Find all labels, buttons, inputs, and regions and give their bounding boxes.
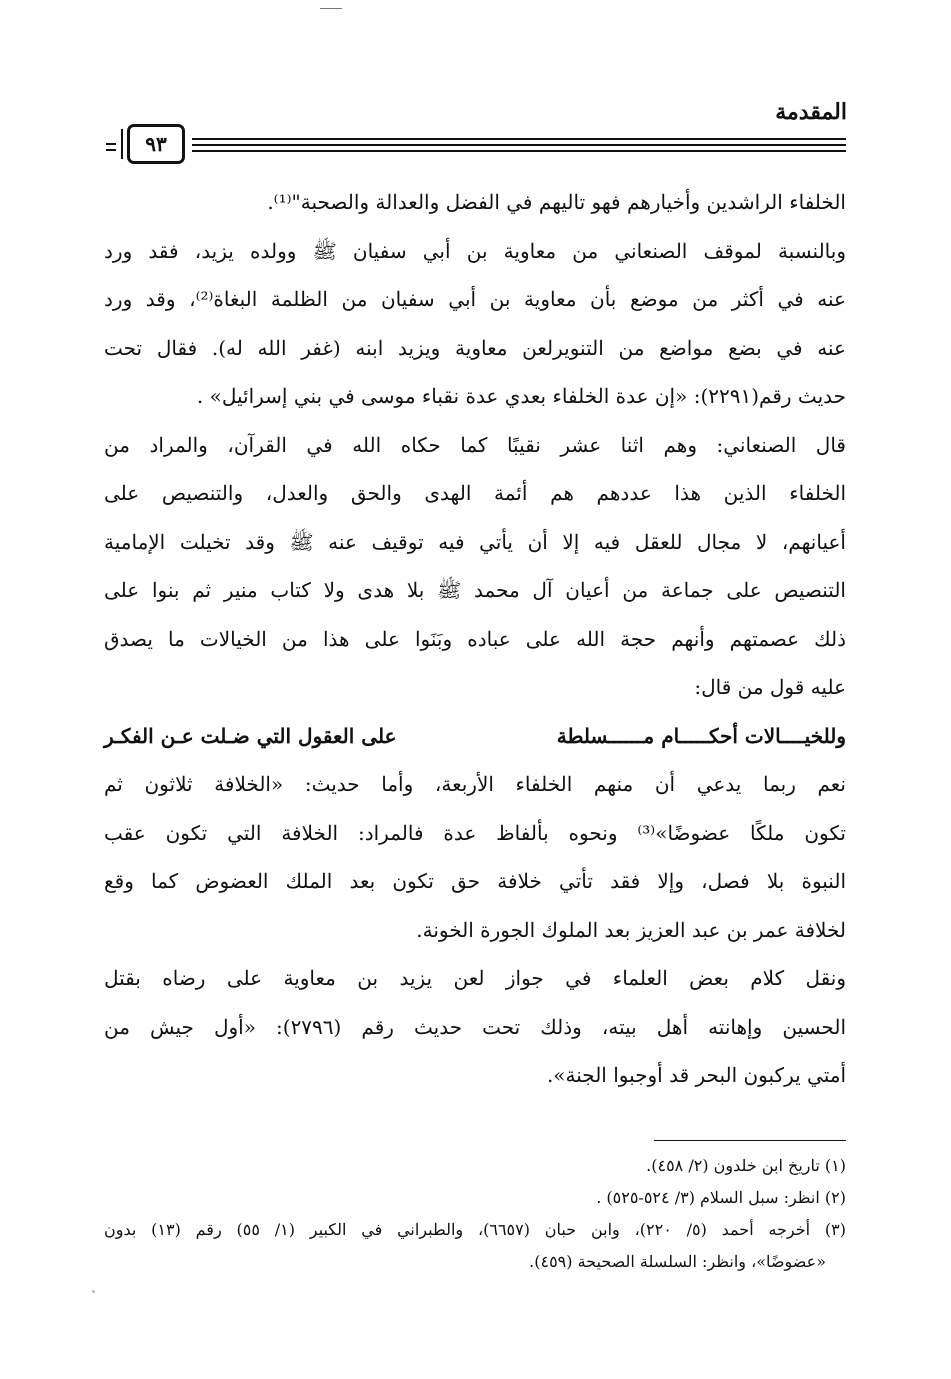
page-top-mark (320, 8, 342, 9)
main-text (104, 178, 846, 1100)
text-line: قال الصنعاني: وهم اثنا عشر نقيبًا كما حكاه الله في القرآن، والمراد من (104, 432, 846, 457)
page-number: ٩٣ (127, 124, 185, 164)
header-rule (192, 138, 846, 140)
header-rule-tick (106, 143, 116, 145)
page-speck (92, 1290, 95, 1293)
header-rule-tick (106, 149, 116, 151)
text-line: حديث رقم(٢٢٩١): «إن عدة الخلفاء بعدي عدة نقباء موسى في بني إسرائيل» . (196, 384, 846, 408)
text-line: الحسين وإهانته أهل بيته، وذلك تحت حديث رقم (٢٧٩٦): «أول جيش من (104, 1014, 846, 1039)
running-header-title: المقدمة (775, 99, 847, 125)
poem-first-hemistich: وللخيــــالات أحكـــــام مــــــسلطة (556, 723, 846, 748)
footnotes (104, 1150, 846, 1278)
text-line: النبوة بلا فصل، وإلا فقد تأتي خلافة حق تكون بعد الملك العضوض كما وقع (104, 869, 846, 893)
header-rule (192, 144, 846, 146)
text-line: نعم ربما يدعي أن منهم الخلفاء الأربعة، وأما حديث: «الخلافة ثلاثون ثم (104, 772, 847, 796)
text-line: الخلفاء الراشدين وأخيارهم فهو تاليهم في الفضل والعدالة والصحبة"⁽¹⁾. (267, 190, 846, 214)
text-line: أعيانهم، لا مجال للعقل فيه إلا أن يأتي فيه توقيف عنه ﷺ وقد تخيلت الإمامية (104, 529, 846, 554)
poem-verse (104, 712, 846, 761)
text-line: ونقل كلام بعض العلماء في جواز لعن يزيد بن معاوية على رضاه بقتل (104, 966, 846, 990)
text-line: تكون ملكًا عضوضًا»⁽³⁾ ونحوه بألفاظ عدة فالمراد: الخلافة التي تكون عقب (104, 820, 846, 845)
footnote: (١) تاريخ ابن خلدون (٢/ ٤٥٨). (646, 1156, 846, 1175)
footnote-continuation: «عضوضًا»، وانظر: السلسلة الصحيحة (٤٥٩). (529, 1252, 826, 1271)
text-line: عليه قول من قال: (694, 675, 846, 699)
text-line: الخلفاء الذين هذا عددهم هم أئمة الهدى والحق والعدل، والتنصيص على (104, 481, 847, 505)
text-line: التنصيص على جماعة من أعيان آل محمد ﷺ بلا هدى ولا كتاب منير ثم بنوا على (104, 578, 846, 602)
text-line: لخلافة عمر بن عبد العزيز بعد الملوك الجورة الخونة. (416, 917, 846, 942)
poem-second-hemistich: على العقول التي ضـلت عـن الفكـر (104, 723, 397, 748)
footnote-separator (654, 1140, 846, 1141)
text-line: عنه في بضع مواضع من التنويرلعن معاوية ويزيد ابنه (غفر الله له). فقال تحت (104, 335, 846, 360)
header-rule (192, 150, 846, 152)
text-line: ذلك عصمتهم وأنهم حجة الله على عباده وبَنَوا على هذا من الخيالات ما يصدق (104, 626, 846, 651)
text-line: وبالنسبة لموقف الصنعاني من معاوية بن أبي سفيان ﷺ وولده يزيد، فقد ورد (104, 238, 846, 263)
footnote: (٢) انظر: سبل السلام (٣/ ٥٢٤-٥٢٥) . (596, 1188, 846, 1207)
text-line: أمتي يركبون البحر قد أوجبوا الجنة». (546, 1063, 846, 1087)
footnote: (٣) أخرجه أحمد (٥/ ٢٢٠)، وابن حبان (٦٦٥٧)، والطبراني في الكبير (١/ ٥٥) رقم (١٣) بدون (104, 1220, 846, 1239)
text-line: عنه في أكثر من موضع بأن معاوية بن أبي سفيان من الظلمة البغاة⁽²⁾، وقد ورد (104, 287, 846, 311)
